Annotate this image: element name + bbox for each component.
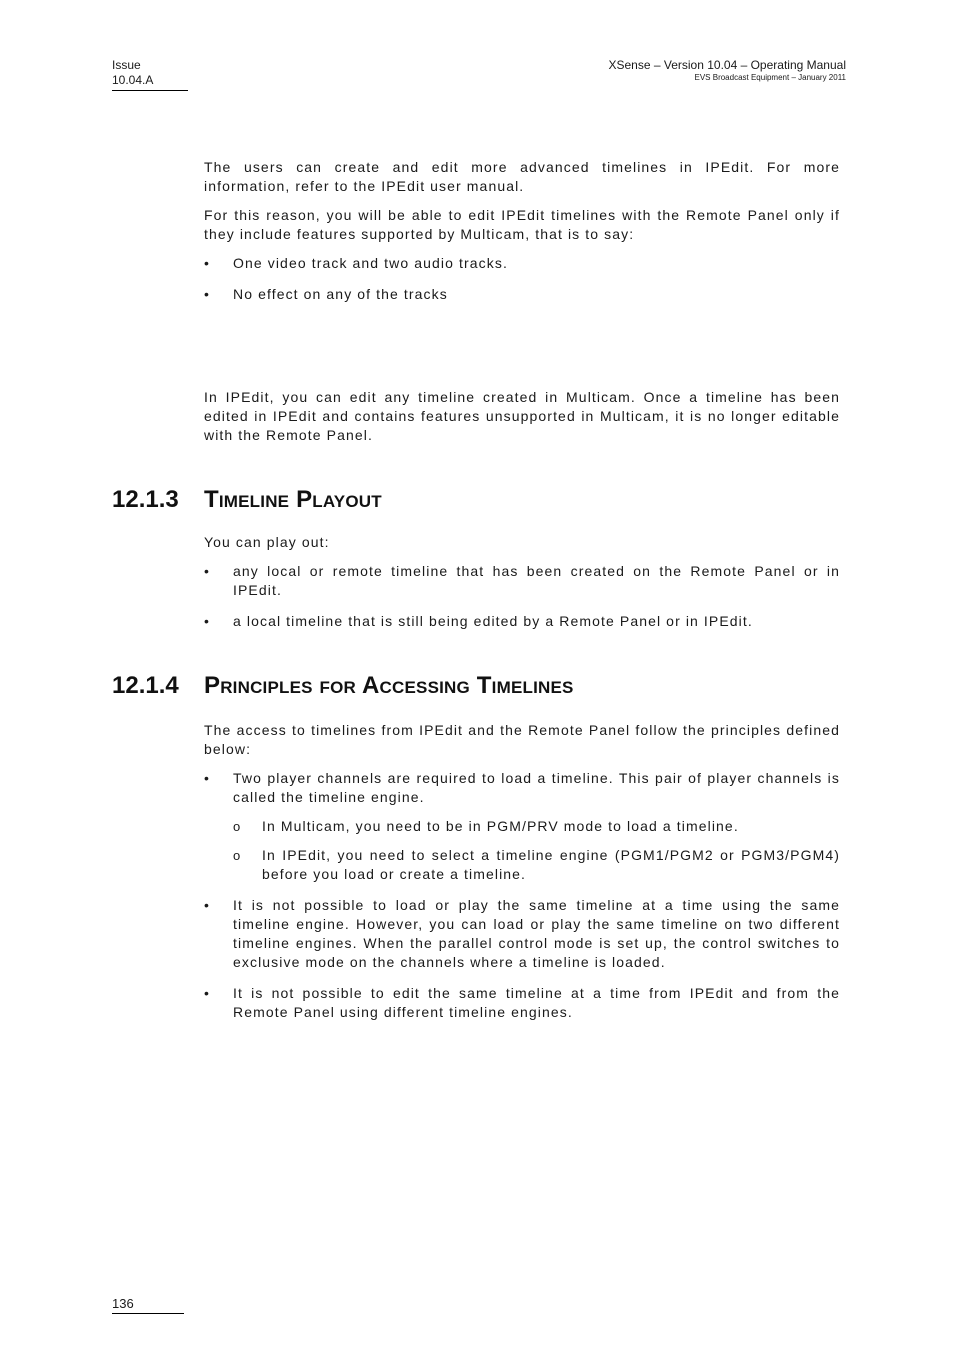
list-item: o In Multicam, you need to be in PGM/PRV mode to load a timeline. (233, 817, 840, 836)
list-item: • No effect on any of the tracks (204, 285, 840, 304)
manual-title: XSense – Version 10.04 – Operating Manual (608, 58, 846, 72)
section-title: Timeline Playout (204, 486, 382, 513)
section-intro: You can play out: (204, 534, 330, 550)
intro-paragraph-1: The users can create and edit more advanced timelines in IPEdit. For more information, refer to the IPEdit user manual. (204, 159, 840, 194)
list-item (204, 769, 840, 884)
list-item: • a local timeline that is still being edited by a Remote Panel or in IPEdit. (204, 612, 840, 631)
intro-bullet-list (204, 254, 840, 304)
sub-bullet-list (233, 817, 840, 884)
section-heading-12-1-3 (112, 485, 840, 515)
section-number: 12.1.3 (112, 486, 179, 513)
bullet-text: Two player channels are required to load a timeline. This pair of player channels is called the timeline engine. (233, 770, 840, 805)
list-item: • any local or remote timeline that has been created on the Remote Panel or in IPEdit. (204, 562, 840, 600)
intro-paragraph-3: In IPEdit, you can edit any timeline created in Multicam. Once a timeline has been edited in IPEdit and contains features unsupported in Multicam, it is no longer editable with the Remote Panel. (204, 389, 840, 443)
publisher-line: EVS Broadcast Equipment – January 2011 (694, 73, 846, 82)
section-number: 12.1.4 (112, 672, 179, 699)
list-item: • One video track and two audio tracks. (204, 254, 840, 273)
list-item: • It is not possible to edit the same timeline at a time from IPEdit and from the Remote Panel using different timeline engines. (204, 984, 840, 1022)
header-issue-block (112, 58, 188, 91)
section-intro: The access to timelines from IPEdit and the Remote Panel follow the principles defined below: (204, 722, 840, 757)
section-title: Principles for Accessing Timelines (204, 672, 574, 699)
page-content (112, 158, 840, 1034)
list-item: • It is not possible to load or play the same timeline at a time using the same timeline engine. However, you can load or play the same timeline on two different timeline engines. When the parallel control mode is set up, the control switches to exclusive mode on the channels where a timeline is loaded. (204, 896, 840, 972)
issue-number: 10.04.A (112, 73, 154, 87)
principles-bullet-list (204, 769, 840, 1022)
list-item: o In IPEdit, you need to select a timeline engine (PGM1/PGM2 or PGM3/PGM4) before you load or create a timeline. (233, 846, 840, 884)
page-number: 136 (112, 1296, 184, 1314)
issue-label: Issue (112, 58, 141, 72)
playout-bullet-list (204, 562, 840, 631)
header-title-block (609, 58, 847, 83)
intro-paragraph-2: For this reason, you will be able to edit IPEdit timelines with the Remote Panel only if they include features supported by Multicam, that is to say: (204, 207, 840, 242)
section-heading-12-1-4 (112, 671, 840, 701)
